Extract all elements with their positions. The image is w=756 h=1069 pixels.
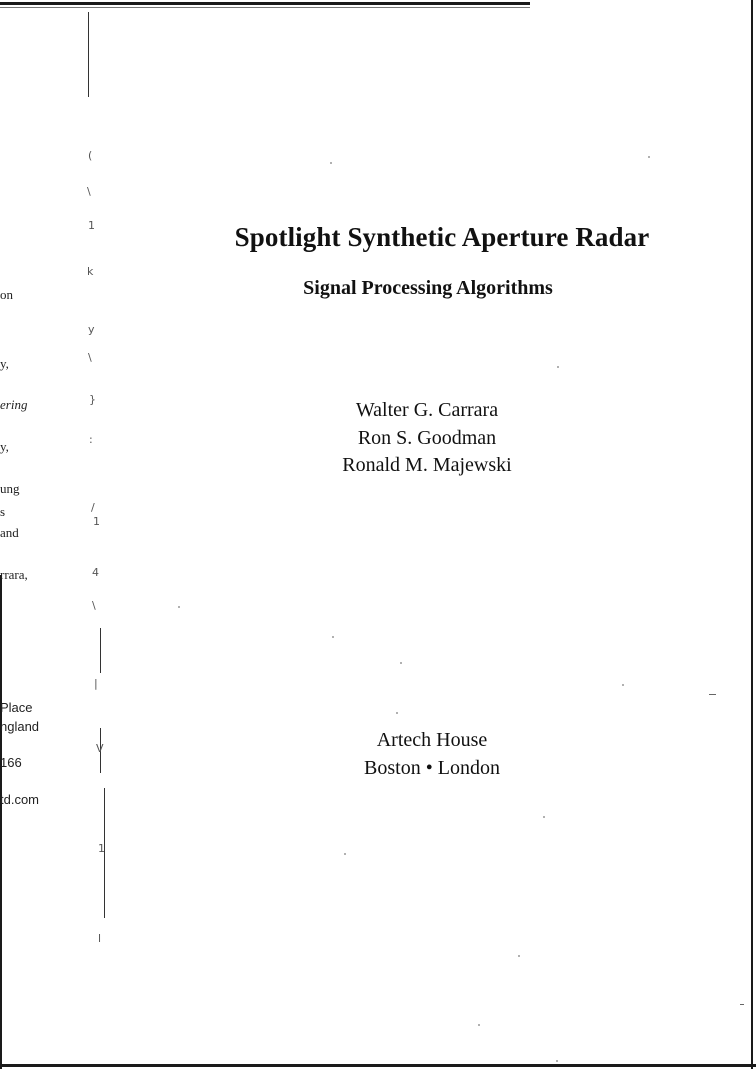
book-title-text: Spotlight Synthetic Aperture Radar [234, 222, 650, 252]
author-name: Walter G. Carrara [355, 399, 499, 421]
scan-border-left [0, 575, 2, 1069]
publisher-cities: Boston • London [364, 756, 500, 779]
scan-speck [478, 1024, 480, 1026]
facing-page-fragment: and [0, 525, 19, 540]
scan-speck [557, 366, 559, 368]
scan-speck [400, 662, 402, 664]
scan-speck [740, 1004, 744, 1005]
gutter-mark: : [89, 433, 93, 446]
gutter-mark: 1 [98, 842, 105, 855]
gutter-mark: 1 [93, 515, 100, 528]
facing-page-fragment: y, [0, 356, 9, 371]
gutter-mark: 4 [92, 566, 99, 579]
gutter-mark: l [98, 932, 102, 945]
scan-speck [622, 684, 624, 686]
gutter-mark: ( [88, 149, 93, 162]
scan-speck [518, 955, 520, 957]
author-name: Ronald M. Majewski [342, 454, 512, 476]
gutter-mark: k [87, 265, 94, 278]
facing-page-fragment: 166 [0, 755, 22, 770]
gutter-rule [104, 848, 105, 918]
scan-border-top [0, 2, 530, 5]
facing-page-fragment: s [0, 504, 6, 519]
scan-speck [396, 712, 398, 714]
gutter-mark: } [89, 393, 96, 406]
scan-speck [332, 636, 334, 638]
author-list [300, 397, 554, 480]
scan-border-bottom [0, 1064, 756, 1067]
scan-speck [556, 1060, 558, 1062]
author-name: Ron S. Goodman [357, 426, 497, 449]
publisher-name: Artech House [376, 729, 488, 751]
scan-speck [543, 816, 545, 818]
facing-page-fragment: rrara, [0, 567, 28, 582]
facing-page-fragment: ung [0, 481, 20, 496]
gutter-mark: \ [88, 351, 92, 364]
scan-speck [178, 606, 180, 608]
scan-speck [344, 853, 346, 855]
publisher-block [300, 727, 564, 782]
gutter-mark: / [91, 501, 95, 514]
gutter-mark: y [88, 323, 95, 336]
gutter-rule [104, 788, 105, 848]
gutter-mark: \ [87, 185, 91, 198]
binding-gutter [84, 8, 108, 968]
gutter-mark: V [96, 742, 104, 755]
scan-border-top-thin [0, 7, 530, 8]
book-title [100, 222, 756, 253]
facing-page-fragment: y, [0, 439, 9, 454]
gutter-mark: \ [92, 599, 96, 612]
facing-page-fragment: td.com [0, 792, 40, 807]
book-subtitle: Signal Processing Algorithms [303, 277, 553, 299]
facing-page-fragment: ering [0, 397, 28, 412]
gutter-mark: 1 [88, 219, 95, 232]
gutter-rule [100, 628, 101, 673]
scan-border-right [751, 0, 753, 1069]
facing-page-fragment: ngland [0, 719, 40, 734]
gutter-mark: | [94, 677, 98, 690]
scan-speck [648, 156, 650, 158]
gutter-rule [88, 12, 89, 97]
scan-speck [709, 694, 716, 695]
scan-speck [330, 162, 332, 164]
facing-page-fragment: on [0, 287, 13, 302]
facing-page-fragment: Place [0, 700, 33, 715]
